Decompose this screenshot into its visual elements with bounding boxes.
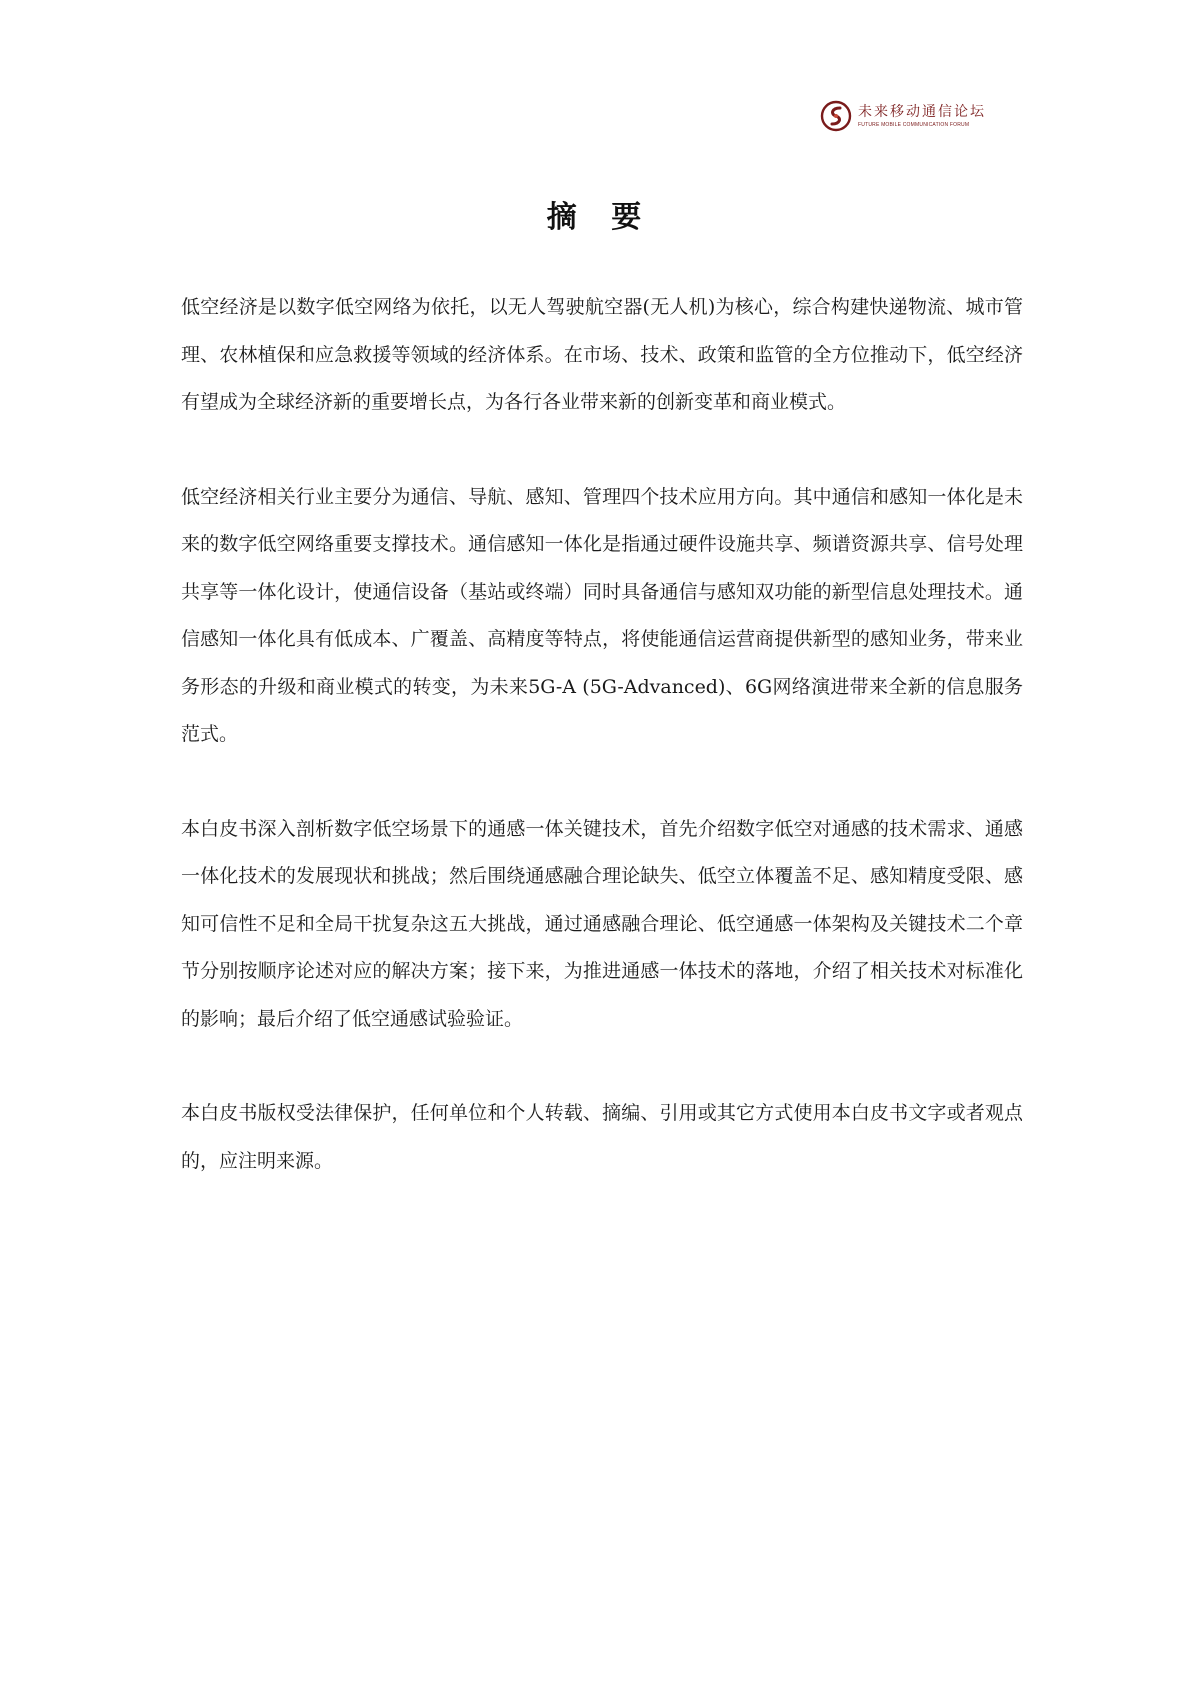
logo-name-en: FUTURE MOBILE COMMUNICATION FORUM xyxy=(858,121,970,128)
paragraph: 本白皮书深入剖析数字低空场景下的通感一体关键技术，首先介绍数字低空对通感的技术需求、通感一体化技术的发展现状和挑战；然后围绕通感融合理论缺失、低空立体覆盖不足、感知精度受限、感知可信性不足和全局干扰复杂这五大挑战，通过通感融合理论、低空通感一体架构及关键技术二个章节分别按顺序论述对应的解决方案；接下来，为推进通感一体技术的落地，介绍了相关技术对标准化的影响；最后介绍了低空通感试验验证。 xyxy=(181,817,1023,1030)
paragraph: 低空经济相关行业主要分为通信、导航、感知、管理四个技术应用方向。其中通信和感知一体化是未来的数字低空网络重要支撑技术。通信感知一体化是指通过硬件设施共享、频谱资源共享、信号处理共享等一体化设计，使通信设备（基站或终端）同时具备通信与感知双功能的新型信息处理技术。通信感知一体化具有低成本、广覆盖、高精度等特点，将使能通信运营商提供新型的感知业务，带来业务形态的升级和商业模式的转变，为未来5G-A (5G-Advanced)、6G网络演进带来全新的信息服务范式。 xyxy=(181,485,1023,745)
page-title: 摘 要 xyxy=(546,200,654,235)
abstract-body xyxy=(181,284,1023,1232)
fmc-forum-logo-icon xyxy=(820,100,852,132)
logo-text xyxy=(858,104,986,129)
paragraph: 本白皮书版权受法律保护，任何单位和个人转载、摘编、引用或其它方式使用本白皮书文字或者观点的，应注明来源。 xyxy=(181,1102,1023,1172)
logo-name-cn: 未来移动通信论坛 xyxy=(858,103,986,120)
paragraph: 低空经济是以数字低空网络为依托，以无人驾驶航空器(无人机)为核心，综合构建快递物流、城市管理、农林植保和应急救援等领域的经济体系。在市场、技术、政策和监管的全方位推动下，低空经济有望成为全球经济新的重要增长点，为各行各业带来新的创新变革和商业模式。 xyxy=(181,296,1023,413)
forum-logo xyxy=(820,94,1020,138)
